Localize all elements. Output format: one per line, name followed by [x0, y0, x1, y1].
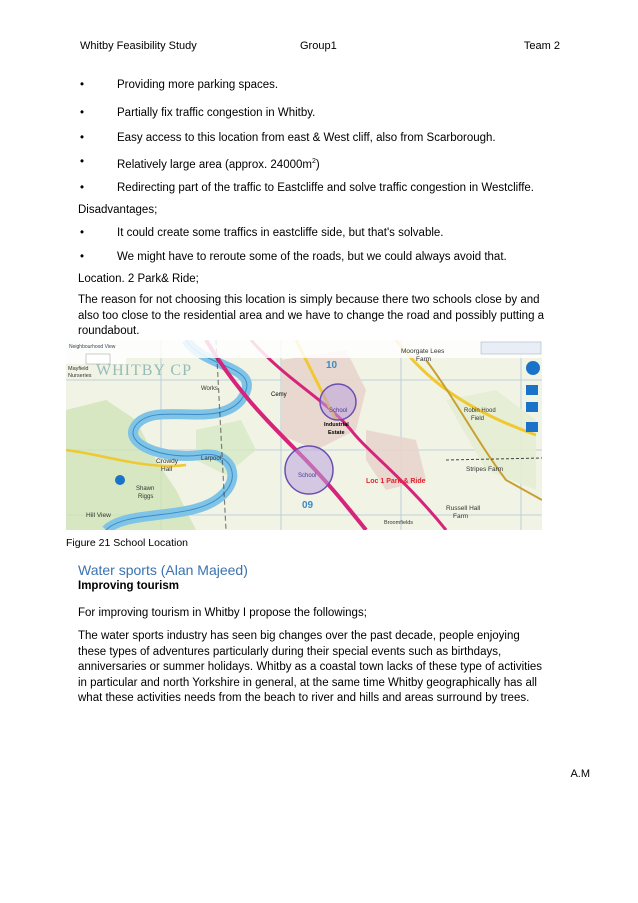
map-label-mayfield: Mayfield — [68, 366, 89, 372]
header-right: Team 2 — [523, 40, 560, 52]
map-label-school-2: School — [298, 473, 317, 479]
area-superscript: 2 — [311, 158, 316, 165]
disadvantages-label: Disadvantages; — [78, 204, 158, 216]
map-label-russell: Russell Hall — [446, 505, 481, 512]
map-label-crowdy: Crowdy — [156, 458, 179, 465]
area-text: Relatively large area (approx. 24000m — [117, 158, 312, 171]
list-item-text: Redirecting part of the traffic to Eastcliffe and solve traffic congestion in Westcliffe. — [117, 182, 534, 194]
area-close: ) — [315, 158, 320, 171]
body-line: anniversaries or summer holidays. Whitby as a coastal town lacks of these type of activities — [78, 661, 543, 673]
list-item-text: We might have to reroute some of the roads, but we could always avoid that. — [117, 251, 507, 263]
bullet-icon: • — [80, 156, 85, 168]
bullet-icon: • — [80, 107, 85, 119]
school-location-map — [66, 340, 542, 530]
map-view-label: Neighbourhood View — [69, 344, 116, 350]
map-label-whitby: WHITBY CP — [96, 362, 192, 379]
reason-line: also too close to the residential area and we have to change the road and possibly putting a — [78, 309, 545, 322]
map-label-cemy: Cemy — [271, 392, 287, 398]
bullet-icon: • — [80, 79, 85, 91]
map-label-park-ride: Loc 1 Park & Ride — [366, 478, 426, 485]
map-label-industrial: Industrial — [324, 422, 349, 428]
author-initials: A.M — [570, 768, 590, 780]
map-grid-10: 10 — [326, 360, 338, 371]
bullet-icon: • — [80, 251, 85, 263]
map-label-stripes: Stripes Farm — [466, 466, 504, 473]
location-heading: Location. 2 Park& Ride; — [78, 273, 199, 285]
list-item-text: Easy access to this location from east & West cliff, also from Scarborough. — [117, 132, 496, 144]
bullet-icon: • — [80, 132, 85, 144]
bullet-icon: • — [80, 182, 85, 194]
map-label-russell-farm: Farm — [453, 513, 469, 520]
list-item-text: It could create some traffics in eastcliffe side, but that's solvable. — [117, 227, 444, 239]
header-left: Whitby Feasibility Study — [80, 40, 197, 52]
map-label-hall: Hall — [161, 466, 173, 473]
bullet-icon: • — [80, 227, 85, 239]
list-item-text: Providing more parking spaces. — [117, 79, 279, 91]
map-label-estate: Estate — [328, 430, 345, 436]
reason-line: roundabout. — [78, 325, 140, 337]
section-title: Water sports (Alan Majeed) — [78, 562, 248, 578]
map-label-hill-view: Hill View — [86, 512, 111, 519]
map-label-robin: Robin Hood — [464, 408, 496, 414]
map-label-nurseries: Nurseries — [68, 373, 92, 379]
map-label-school-1: School — [329, 408, 348, 414]
map-label-larpool: Larpool — [201, 456, 222, 462]
map-label-broomfields: Broomfields — [384, 520, 414, 526]
body-line: The water sports industry has seen big changes over the past decade, people enjoying — [78, 630, 520, 642]
list-item-text: Partially fix traffic congestion in Whitby. — [117, 107, 316, 119]
map-label-moorgate-farm: Farm — [416, 356, 432, 363]
map-grid-09: 09 — [302, 500, 314, 511]
map-label-works: Works — [201, 386, 218, 392]
body-line: in particular and north Yorkshire in general, at the same time Whitby geographically has all — [78, 676, 537, 689]
figure-caption: Figure 21 School Location — [66, 537, 188, 549]
body-line: these types of adventures particularly during their special events such as birthdays, — [78, 645, 502, 658]
subsection-title: Improving tourism — [78, 580, 179, 592]
map-label-moorgate: Moorgate Lees — [401, 348, 445, 355]
reason-paragraph — [78, 293, 566, 340]
reason-line: The reason for not choosing this location is simply because there two schools close by and — [78, 294, 540, 306]
map-label-riggs: Riggs — [138, 494, 154, 500]
map-label-shawn: Shawn — [136, 486, 155, 492]
intro-paragraph: For improving tourism in Whitby I propose the followings; — [78, 607, 367, 619]
list-item-text — [117, 155, 320, 172]
header-center: Group1 — [300, 40, 337, 52]
body-line: what these activities needs from the beach to river and hills and areas surround by trees. — [78, 692, 530, 704]
map-label-field: Field — [471, 416, 485, 422]
body-paragraph — [78, 629, 566, 707]
